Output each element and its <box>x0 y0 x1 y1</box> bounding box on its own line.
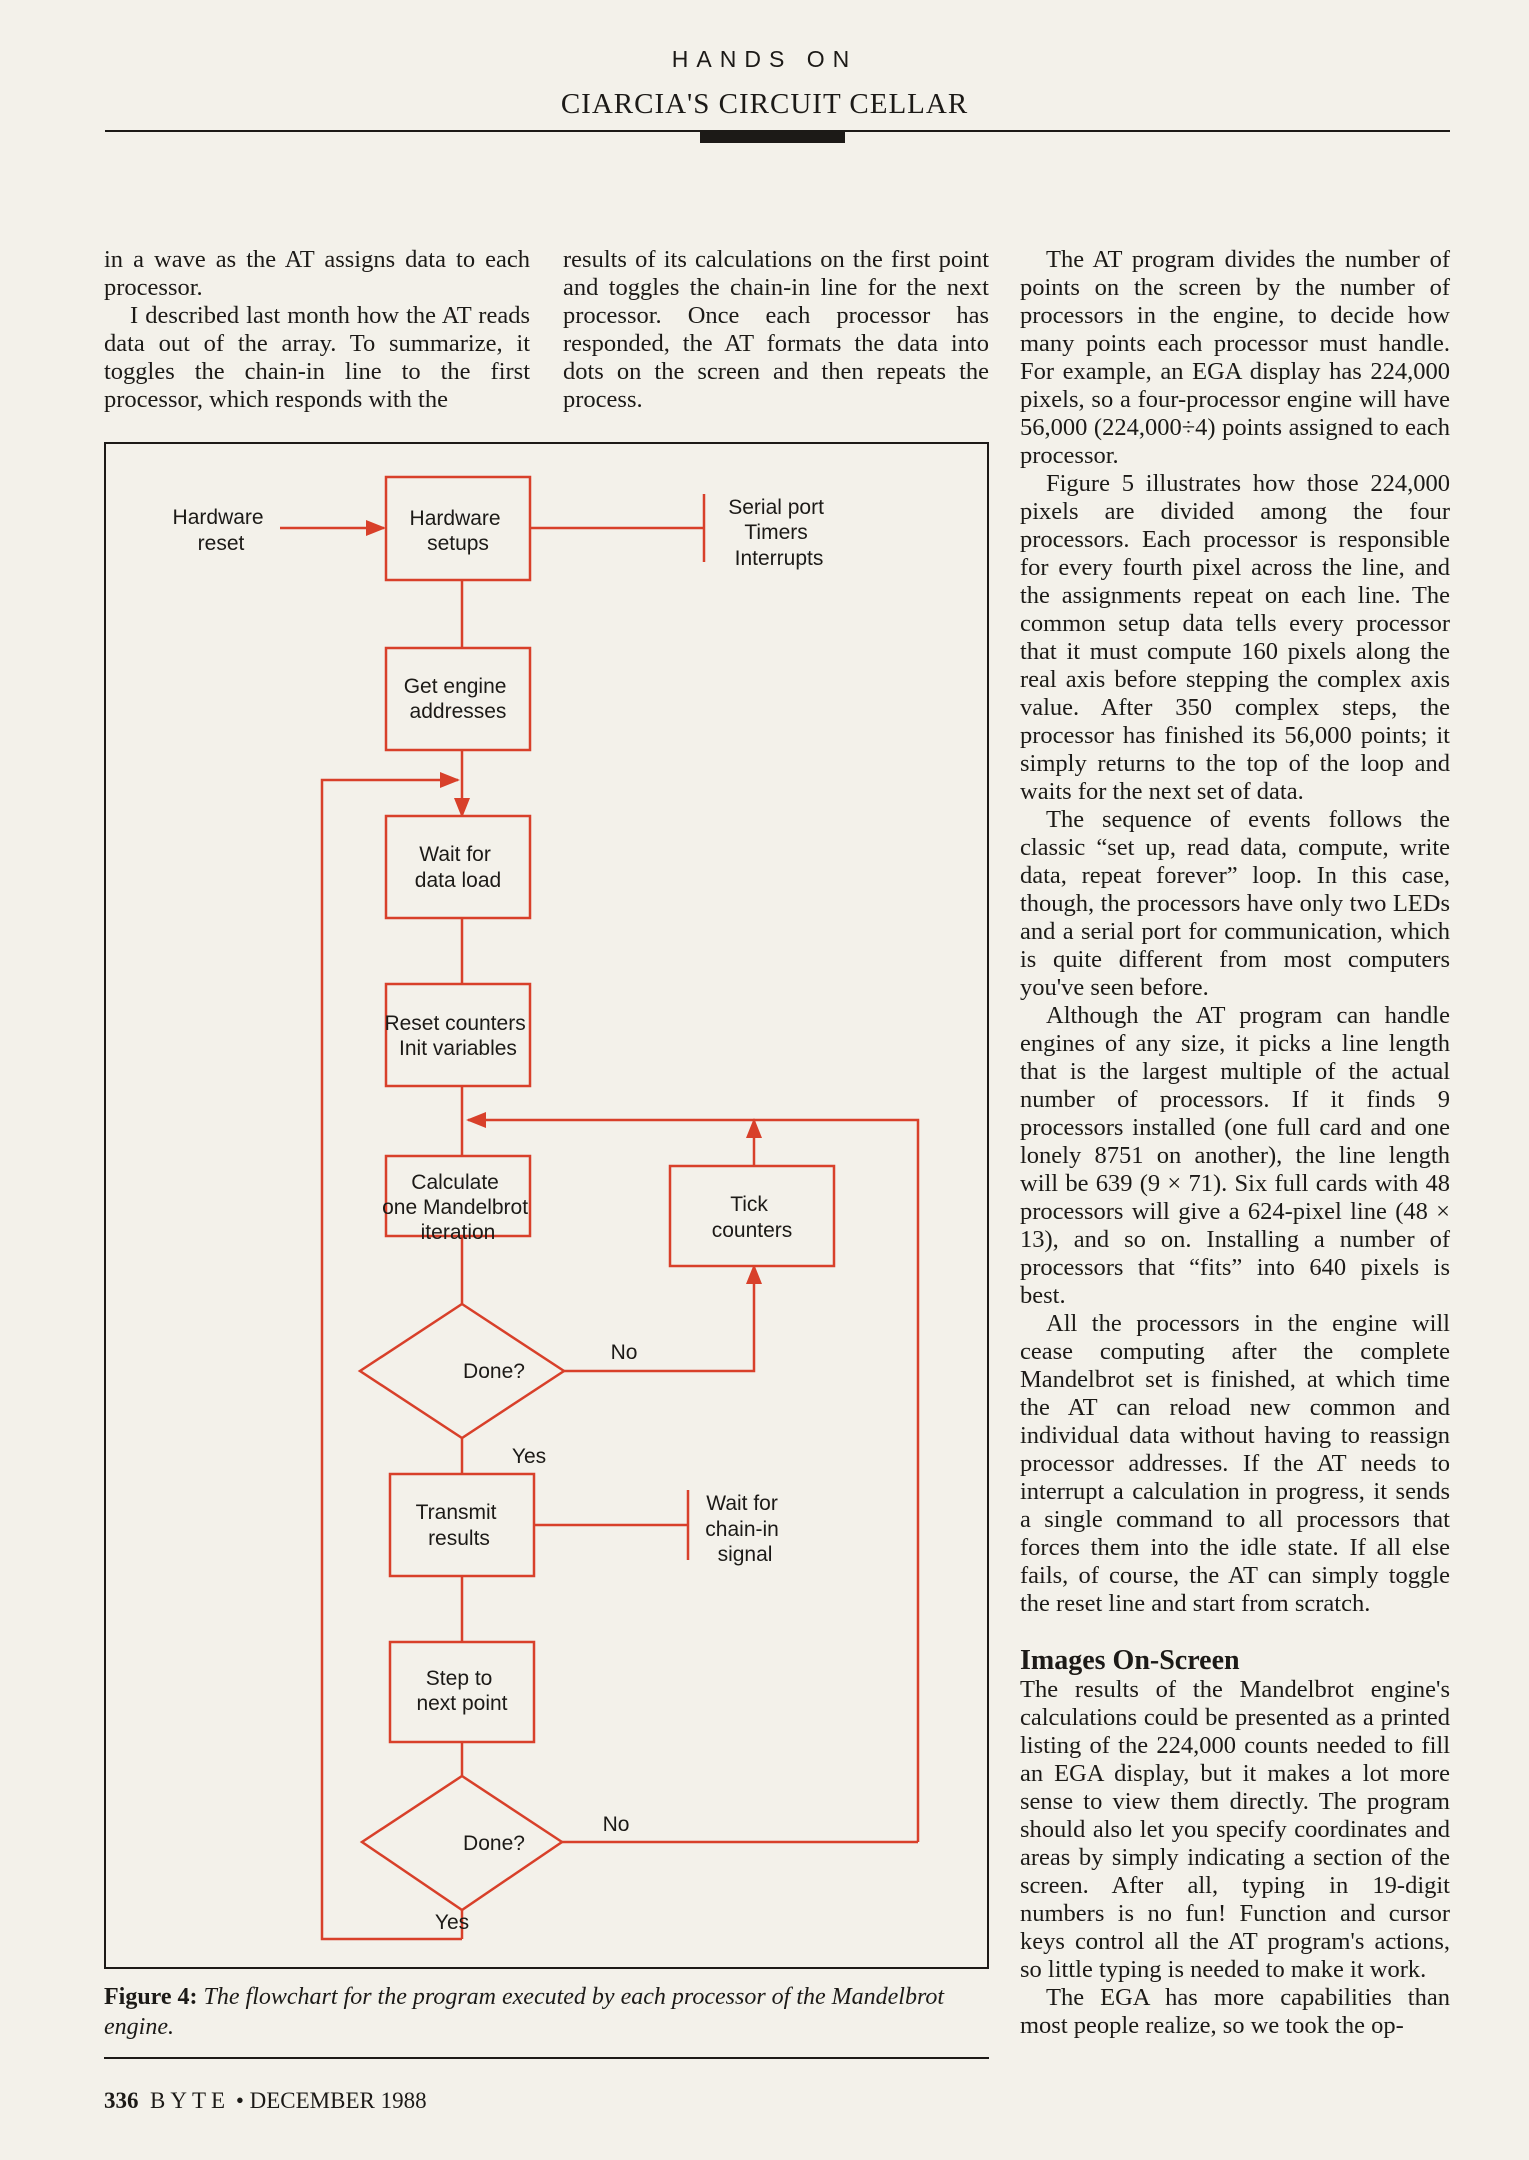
text-column-1 <box>104 246 530 414</box>
paragraph: in a wave as the AT assigns data to each processor. <box>104 246 530 301</box>
page-number: 336 <box>104 2088 139 2113</box>
label-done-1: Done? <box>463 1360 525 1383</box>
flowchart-diagram <box>106 444 991 1971</box>
paragraph: Although the AT program can handle engines of any size, it picks a line length that is the largest multiple of the actual number of processors. If it finds 9 processors installed (one full card and one lonely 8751 on another), the line length will be 639 (9 × 71). Six full cards with 48 processors will give a 624-pixel line (48 × 13), and so on. Installing a number of processors that “fits” into 640 pixels is best. <box>1020 1002 1450 1309</box>
label-line: chain-in <box>705 1518 779 1541</box>
label-line: data load <box>414 869 502 892</box>
paragraph: The sequence of events follows the classic “set up, read data, compute, write data, repeat forever” loop. In this case, though, the processors have only two LEDs and a serial port for communication, which is quite different from most computers you've seen before. <box>1020 806 1450 1001</box>
text-column-3 <box>1020 246 1450 2040</box>
label-line: reset <box>197 532 245 555</box>
paragraph: All the processors in the engine will cease computing after the complete Mandelbrot set is finished, at which time the AT can reload new common and individual data without having to reassign processor addresses. If the AT needs to interrupt a calculation in progress, it sends a single command to all processors that forces them into the idle state. If all else fails, of course, the AT can simply toggle the reset line and start from scratch. <box>1020 1310 1450 1617</box>
box-transmit-results <box>390 1474 534 1576</box>
caption-label: Figure 4: <box>104 1984 198 2010</box>
label-line: counters <box>711 1219 793 1242</box>
label-line: Wait for <box>419 843 491 866</box>
paragraph: The EGA has more capabilities than most people realize, so we took the op- <box>1020 1984 1450 2039</box>
paragraph: I described last month how the AT reads data out of the array. To summarize, it toggles the chain-in line to the first processor, which responds with the <box>104 302 530 413</box>
label-line: Timers <box>744 521 808 544</box>
issue-date: DECEMBER 1988 <box>249 2088 427 2113</box>
figure-caption <box>104 1982 989 2042</box>
paragraph: The results of the Mandelbrot engine's calculations could be presented as a printed listing of the 224,000 counts needed to fill an EGA display, but it makes a lot more sense to view them directly. The program should also let you specify coordinates and areas by simply indicating a section of the screen. After all, typing in 19-digit numbers is no fun! Function and cursor keys control all the AT program's actions, so little typing is needed to make it work. <box>1020 1676 1450 1983</box>
label-yes-2: Yes <box>434 1911 470 1934</box>
label-line: Hardware <box>172 506 264 529</box>
section-heading: Images On-Screen <box>1020 1645 1240 1676</box>
figure-4-flowchart <box>104 442 989 1969</box>
label-line: Transmit <box>415 1501 497 1524</box>
label-no-2: No <box>602 1813 630 1836</box>
label-line: Hardware <box>409 507 501 530</box>
box-tick-counters <box>670 1166 834 1266</box>
connector-setups-side <box>530 494 704 562</box>
label-line: Step to <box>425 1667 493 1690</box>
section-kicker: HANDS ON <box>671 46 858 72</box>
page-footer <box>104 2088 427 2114</box>
label-done-2: Done? <box>463 1832 525 1855</box>
label-line: Get engine <box>403 675 507 698</box>
box-reset-counters <box>386 984 530 1086</box>
label-line: signal <box>717 1543 773 1566</box>
label-line: Init variables <box>399 1037 517 1060</box>
label-wait-chain-in <box>705 1492 784 1566</box>
label-yes-1: Yes <box>511 1445 547 1468</box>
box-wait-for-data-load <box>386 816 530 918</box>
label-setup-peripherals <box>728 496 830 570</box>
caption-text: The flowchart for the program executed by each processor of the Mandelbrot engine. <box>104 1984 945 2040</box>
footer-separator: • <box>235 2088 244 2113</box>
paragraph: results of its calculations on the first point and toggles the chain-in line for the next processor. Once each processor has responded, the AT formats the data into dots on the screen and then repeats the process. <box>563 246 989 413</box>
label-line: next point <box>416 1692 508 1715</box>
label-line: Wait for <box>706 1492 778 1515</box>
label-line: Tick <box>730 1193 768 1216</box>
label-hardware-reset <box>173 506 270 555</box>
decision-done-2 <box>362 1776 562 1910</box>
decision-done-1 <box>360 1304 564 1438</box>
label-line: setups <box>427 532 489 555</box>
paragraph: Figure 5 illustrates how those 224,000 pixels are divided among the four processors. Each processor is responsible for every fourth pixel across the line, and the assignments repeat on each line. The common setup data tells every processor that it must compute 160 pixels along the real axis before stepping the complex axis value. After 350 complex steps, the processor has finished its 56,000 points; it simply returns to the top of the loop and waits for the next set of data. <box>1020 470 1450 805</box>
connector-transmit-side <box>534 1490 688 1560</box>
label-line: Interrupts <box>734 547 824 570</box>
label-line: results <box>428 1527 490 1550</box>
paragraph: The AT program divides the number of points on the screen by the number of processors in the engine, to decide how many points each processor must handle. For example, an EGA display has 224,000 pixels, so a four-processor engine will have 56,000 (224,000÷4) points assigned to each processor. <box>1020 246 1450 469</box>
text-column-2 <box>563 246 989 414</box>
arrow-done1-to-tick <box>564 1266 754 1371</box>
label-line: iteration <box>420 1221 496 1244</box>
label-line: Calculate <box>411 1171 499 1194</box>
label-line: one Mandelbrot <box>382 1196 529 1219</box>
magazine-name: BYTE <box>150 2088 231 2113</box>
footer-rule <box>104 2057 989 2059</box>
box-get-engine-addresses <box>386 648 530 750</box>
column-title: CIARCIA'S CIRCUIT CELLAR <box>560 88 969 120</box>
label-line: addresses <box>409 700 507 723</box>
label-no-1: No <box>610 1341 638 1364</box>
label-line: Reset counters <box>384 1012 526 1035</box>
header-rule-tab <box>700 131 845 143</box>
label-line: Serial port <box>728 496 824 519</box>
